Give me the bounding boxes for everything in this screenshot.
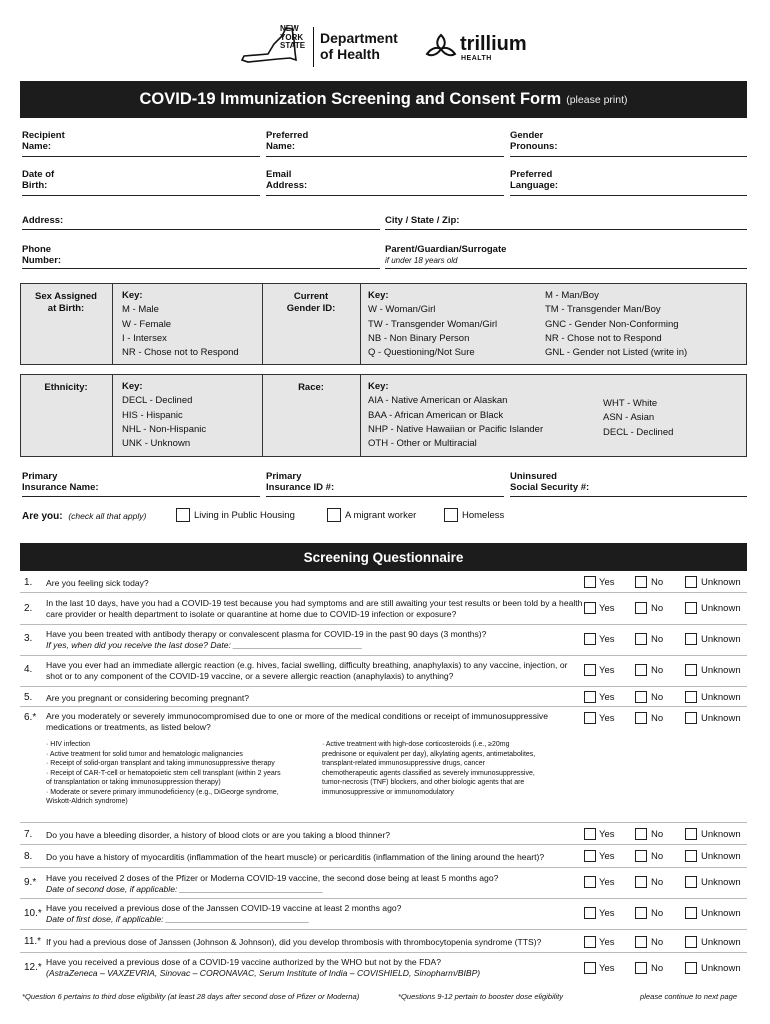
condition-item: · Moderate or severe primary immunodeficiency (e.g., DiGeorge syndrome,	[46, 788, 279, 796]
nys-logo-line: YORK	[280, 32, 304, 42]
unknown-label: Unknown	[701, 634, 741, 645]
trillium-logo	[424, 32, 534, 68]
address-field[interactable]	[22, 229, 380, 230]
yes-checkbox[interactable]	[584, 602, 596, 614]
uninsured-ssn-field[interactable]	[510, 496, 747, 497]
condition-item: Wiskott-Aldrich syndrome)	[46, 798, 128, 805]
condition-item: chemotherapeutic agents classified as severely immunosuppressive,	[322, 769, 535, 777]
question-text	[46, 578, 586, 589]
no-label: No	[651, 937, 664, 948]
question-text	[46, 598, 586, 620]
yes-label: Yes	[599, 937, 615, 948]
q6-conditions-right	[322, 740, 535, 797]
question-line: Are you feeling sick today?	[46, 578, 149, 588]
no-checkbox[interactable]	[635, 876, 647, 888]
continue-note: please continue to next page	[640, 992, 738, 1001]
no-label: No	[651, 908, 664, 919]
condition-item: · HIV infection	[46, 741, 90, 748]
unknown-label: Unknown	[701, 577, 741, 588]
yes-checkbox[interactable]	[584, 664, 596, 676]
question-line: If you had a previous dose of Janssen (Johnson & Johnson), did you develop thrombosis with thrombocytopenia syndrome (TTS)?	[46, 937, 542, 947]
no-label: No	[651, 829, 664, 840]
primary-insurance-name-field[interactable]	[22, 496, 260, 497]
question-line: In the last 10 days, have you had a COVID-19 test because you had symptoms and are still awaiting your test results or been told by a health care provider or health department to isolate or quarantine at home due to COVID-19 infection or exposure?	[46, 598, 583, 619]
key-item: Q - Questioning/Not Sure	[368, 347, 475, 359]
unknown-label: Unknown	[701, 665, 741, 676]
question-text	[46, 830, 586, 841]
sex-box-divider	[360, 284, 361, 364]
label-line: Gender ID:	[286, 303, 336, 314]
recipient-name-label	[22, 130, 65, 152]
ethnicity-key	[122, 380, 206, 451]
label-line: Recipient	[22, 130, 65, 141]
yes-label: Yes	[599, 851, 615, 862]
label-line: Sex Assigned	[35, 291, 97, 302]
question-number: 3.	[24, 633, 33, 644]
parent-guardian-note: if under 18 years old	[385, 256, 458, 265]
public-housing-checkbox[interactable]	[176, 508, 190, 522]
doh-line: of Health	[320, 46, 380, 62]
label-line: Language:	[510, 180, 559, 191]
label-line: Address:	[266, 180, 308, 191]
key-item: W - Woman/Girl	[368, 304, 436, 316]
no-label: No	[651, 665, 664, 676]
question-line: Are you pregnant or considering becoming pregnant?	[46, 693, 250, 703]
label-line: Primary	[22, 471, 58, 482]
unknown-checkbox[interactable]	[685, 962, 697, 974]
question-number: 9.*	[24, 877, 37, 888]
email-address-label	[266, 169, 307, 191]
question-line: Have you received a previous dose of a COVID-19 vaccine authorized by the WHO but not by the FDA?	[46, 957, 442, 967]
yes-label: Yes	[599, 665, 615, 676]
question-sub: If yes, when did you receive the last dose? Date: ___________________________	[46, 640, 363, 650]
address-label: Address:	[22, 215, 64, 226]
question-number: 8.	[24, 851, 33, 862]
row-divider	[20, 867, 747, 868]
logo-divider	[313, 27, 314, 67]
no-label: No	[651, 851, 664, 862]
key-item: GNC - Gender Non-Conforming	[545, 318, 679, 330]
label-line: Number:	[22, 255, 62, 266]
key-item: WHT - White	[603, 398, 658, 409]
label-line: Birth:	[22, 180, 48, 191]
row-divider	[20, 822, 747, 823]
no-checkbox[interactable]	[635, 691, 647, 703]
no-label: No	[651, 877, 664, 888]
condition-item: prednisone or equivalent per day), alkylating agents, antimetabolites,	[322, 750, 536, 758]
key-item: NR - Chose not to Respond	[545, 332, 662, 344]
migrant-worker-checkbox[interactable]	[327, 508, 341, 522]
yes-label: Yes	[599, 908, 615, 919]
unknown-label: Unknown	[701, 713, 741, 724]
no-label: No	[651, 603, 664, 614]
row-divider	[20, 686, 747, 687]
unknown-label: Unknown	[701, 963, 741, 974]
primary-insurance-id-label	[266, 471, 334, 493]
condition-item: · Active treatment for solid tumor and hematologic malignancies	[46, 750, 243, 758]
question-number: 7.	[24, 829, 33, 840]
row-divider	[20, 929, 747, 930]
preferred-language-field[interactable]	[510, 195, 747, 196]
city-state-zip-label: City / State / Zip:	[385, 215, 460, 226]
form-title-bar	[20, 81, 747, 118]
preferred-name-label	[266, 130, 308, 152]
nys-logo	[238, 24, 318, 68]
uninsured-ssn-label	[510, 471, 589, 493]
are-you-note: (check all that apply)	[68, 511, 147, 521]
sex-key	[122, 289, 239, 360]
condition-item: · Receipt of solid-organ transplant and taking immunosuppressive therapy	[46, 760, 275, 767]
label-line: at Birth:	[47, 303, 85, 314]
label-line: Current	[293, 291, 329, 302]
question-sub: Date of second dose, if applicable: ______________________________	[46, 884, 324, 894]
label-line: Preferred	[510, 169, 553, 180]
nys-logo-line: STATE	[280, 41, 306, 50]
question-number: 4.	[24, 664, 33, 675]
question-text	[46, 629, 586, 651]
key-title: Key:	[122, 290, 143, 301]
label-line: Name:	[22, 141, 52, 152]
yes-checkbox[interactable]	[584, 633, 596, 645]
unknown-checkbox[interactable]	[685, 602, 697, 614]
unknown-label: Unknown	[701, 908, 741, 919]
question-line: Have you received a previous dose of the Janssen COVID-19 vaccine at least 2 months ago?	[46, 903, 402, 913]
primary-insurance-name-label	[22, 471, 99, 493]
city-state-zip-field[interactable]	[385, 229, 747, 230]
primary-insurance-id-field[interactable]	[266, 496, 504, 497]
yes-checkbox[interactable]	[584, 876, 596, 888]
key-item: GNL - Gender not Listed (write in)	[545, 347, 688, 359]
yes-checkbox[interactable]	[584, 936, 596, 948]
yes-checkbox[interactable]	[584, 691, 596, 703]
key-item: I - Intersex	[122, 332, 167, 344]
no-checkbox[interactable]	[635, 850, 647, 862]
question-line: Have you been treated with antibody therapy or convalescent plasma for COVID-19 in the past 90 days (3 months)?	[46, 629, 487, 639]
unknown-checkbox[interactable]	[685, 876, 697, 888]
question-line: Do you have a history of myocarditis (inflammation of the heart muscle) or pericarditis (inflammation of the lining around the heart)?	[46, 852, 545, 862]
row-divider	[20, 898, 747, 899]
no-checkbox[interactable]	[635, 576, 647, 588]
condition-item: of transplantation or taking immunosuppression therapy)	[46, 779, 221, 786]
question-text	[46, 660, 586, 682]
label-line: Uninsured	[510, 471, 557, 482]
condition-item: · Active treatment with high-dose corticosteroids (i.e., ≥20mg	[322, 741, 510, 748]
unknown-label: Unknown	[701, 877, 741, 888]
nys-logo-line: NEW	[280, 24, 299, 33]
unknown-checkbox[interactable]	[685, 633, 697, 645]
gender-key-col1	[368, 289, 497, 360]
yes-label: Yes	[599, 634, 615, 645]
public-housing-label: Living in Public Housing	[194, 510, 295, 521]
unknown-checkbox[interactable]	[685, 712, 697, 724]
no-label: No	[651, 577, 664, 588]
key-item: NB - Non Binary Person	[368, 332, 470, 344]
sex-box-divider	[262, 284, 263, 364]
eth-box-divider	[360, 375, 361, 456]
key-item: TM - Transgender Man/Boy	[545, 304, 661, 316]
question-line: Have you received 2 doses of the Pfizer or Moderna COVID-19 vaccine, the second dose being at least 5 months ago?	[46, 873, 499, 883]
no-checkbox[interactable]	[635, 936, 647, 948]
row-divider	[20, 706, 747, 707]
label-line: Primary	[266, 471, 302, 482]
condition-item: immunosuppressive or immunomodulatory	[322, 788, 454, 796]
question-number: 11.*	[24, 936, 42, 947]
unknown-checkbox[interactable]	[685, 907, 697, 919]
trillium-subtitle: HEALTH	[461, 55, 492, 62]
no-label: No	[651, 963, 664, 974]
label-line: Insurance ID #:	[266, 482, 335, 493]
question-number: 5.	[24, 692, 33, 703]
key-item: DECL - Declined	[603, 426, 674, 438]
gender-key-col2	[545, 289, 687, 360]
footnote-q9-12: *Questions 9-12 pertain to booster dose eligibility	[398, 992, 564, 1001]
yes-label: Yes	[599, 692, 615, 703]
yes-checkbox[interactable]	[584, 576, 596, 588]
yes-label: Yes	[599, 713, 615, 724]
date-of-birth-field[interactable]	[22, 195, 260, 196]
screening-header: Screening Questionnaire	[20, 543, 747, 571]
key-title: Key:	[122, 381, 143, 392]
unknown-checkbox[interactable]	[685, 664, 697, 676]
key-item: NHP - Native Hawaiian or Pacific Islander	[368, 423, 544, 435]
recipient-name-field[interactable]	[22, 156, 260, 157]
unknown-checkbox[interactable]	[685, 850, 697, 862]
no-checkbox[interactable]	[635, 602, 647, 614]
key-item: M - Male	[122, 304, 159, 316]
form-title-note: (please print)	[566, 93, 628, 106]
no-label: No	[651, 713, 664, 724]
preferred-name-field[interactable]	[266, 156, 504, 157]
yes-checkbox[interactable]	[584, 712, 596, 724]
yes-label: Yes	[599, 603, 615, 614]
question-line: Do you have a bleeding disorder, a history of blood clots or are you taking a blood thinner?	[46, 830, 390, 840]
gender-pronouns-label	[510, 130, 558, 152]
no-checkbox[interactable]	[635, 633, 647, 645]
key-title: Key:	[368, 381, 389, 392]
condition-item: tumor-necrosis (TNF) blockers, and other biologic agents that are	[322, 779, 525, 786]
question-number: 12.*	[24, 962, 42, 973]
key-title: Key:	[368, 290, 389, 301]
label-line: Name:	[266, 141, 296, 152]
key-item: ASN - Asian	[603, 412, 655, 424]
ethnicity-label: Ethnicity:	[44, 382, 88, 393]
label-line: Gender	[510, 130, 544, 141]
condition-item: transplant-related immunosuppressive drugs, cancer	[322, 760, 486, 767]
question-sub: Date of first dose, if applicable: ______________________________	[46, 914, 310, 924]
form-title: COVID-19 Immunization Screening and Consent Form	[139, 90, 562, 108]
no-checkbox[interactable]	[635, 712, 647, 724]
race-label: Race:	[298, 382, 324, 393]
label-line: Preferred	[266, 130, 309, 141]
homeless-checkbox[interactable]	[444, 508, 458, 522]
label-line: Social Security #:	[510, 482, 590, 493]
row-divider	[20, 655, 747, 656]
question-text	[46, 957, 586, 979]
question-number: 10.*	[24, 908, 42, 919]
are-you-label: Are you:	[22, 511, 63, 522]
question-line: Are you moderately or severely immunocompromised due to one or more of the medical conditions or receipt of immunosuppressive medications or treatments, as listed below?	[46, 711, 549, 732]
yes-label: Yes	[599, 963, 615, 974]
date-of-birth-label	[22, 169, 54, 191]
key-item: HIS - Hispanic	[122, 409, 183, 421]
no-label: No	[651, 692, 664, 703]
yes-label: Yes	[599, 829, 615, 840]
phone-number-label	[22, 244, 61, 266]
key-item: TW - Transgender Woman/Girl	[368, 318, 498, 330]
key-item: BAA - African American or Black	[368, 409, 504, 421]
yes-checkbox[interactable]	[584, 907, 596, 919]
unknown-checkbox[interactable]	[685, 576, 697, 588]
condition-item: · Receipt of CAR-T-cell or hematopoietic stem cell transplant (within 2 years	[46, 769, 281, 777]
phone-number-field[interactable]	[22, 268, 380, 269]
sex-box-divider	[112, 284, 113, 364]
question-sub: (AstraZeneca – VAXZEVRIA, Sinovac – CORONAVAC, Serum Institute of India – COVISHIELD, Sinopharm/BIBP)	[46, 968, 481, 978]
gender-id-label	[264, 291, 358, 315]
yes-checkbox[interactable]	[584, 962, 596, 974]
question-text	[46, 852, 586, 863]
unknown-label: Unknown	[701, 937, 741, 948]
eth-box-divider	[262, 375, 263, 456]
question-text	[46, 693, 586, 704]
no-checkbox[interactable]	[635, 828, 647, 840]
question-number: 1.	[24, 577, 33, 588]
parent-guardian-field[interactable]	[385, 268, 747, 269]
key-item: M - Man/Boy	[545, 290, 599, 301]
doh-line: Department	[320, 30, 398, 46]
q6-conditions-left	[46, 740, 281, 807]
yes-label: Yes	[599, 577, 615, 588]
question-text	[46, 711, 586, 733]
row-divider	[20, 592, 747, 593]
unknown-checkbox[interactable]	[685, 936, 697, 948]
no-label: No	[651, 634, 664, 645]
no-checkbox[interactable]	[635, 962, 647, 974]
question-number: 6.*	[24, 712, 37, 723]
preferred-language-label	[510, 169, 558, 191]
unknown-label: Unknown	[701, 603, 741, 614]
label-line: Date of	[22, 169, 55, 180]
sex-assigned-label	[22, 291, 110, 315]
label-line: Insurance Name:	[22, 482, 99, 493]
email-address-field[interactable]	[266, 195, 504, 196]
unknown-label: Unknown	[701, 692, 741, 703]
unknown-label: Unknown	[701, 829, 741, 840]
key-item: NR - Chose not to Respond	[122, 347, 239, 359]
key-item: OTH - Other or Multiracial	[368, 438, 477, 450]
eth-box-divider	[112, 375, 113, 456]
trillium-wordmark: trillium	[460, 33, 527, 55]
are-you-row	[22, 511, 146, 522]
key-item: UNK - Unknown	[122, 438, 191, 450]
yes-label: Yes	[599, 877, 615, 888]
unknown-checkbox[interactable]	[685, 828, 697, 840]
trillium-flower-icon	[424, 32, 458, 62]
homeless-label: Homeless	[462, 510, 505, 521]
doh-name	[320, 30, 398, 62]
unknown-checkbox[interactable]	[685, 691, 697, 703]
row-divider	[20, 844, 747, 845]
key-item: NHL - Non-Hispanic	[122, 423, 207, 435]
label-line: Pronouns:	[510, 141, 558, 152]
no-checkbox[interactable]	[635, 907, 647, 919]
label-line: Email	[266, 169, 292, 180]
parent-guardian-label: Parent/Guardian/Surrogate	[385, 244, 507, 255]
migrant-worker-label: A migrant worker	[345, 510, 417, 521]
key-item: DECL - Declined	[122, 395, 193, 407]
question-number: 2.	[24, 603, 33, 614]
row-divider	[20, 624, 747, 625]
question-text	[46, 903, 586, 925]
label-line: Phone	[22, 244, 52, 255]
key-item: AIA - Native American or Alaskan	[368, 395, 508, 407]
race-key-col1	[368, 380, 543, 451]
race-key-col2	[603, 397, 673, 440]
question-text	[46, 873, 586, 895]
yes-checkbox[interactable]	[584, 850, 596, 862]
footnote-q6: *Question 6 pertains to third dose eligibility (at least 28 days after second dose of Pfizer or Moderna)	[22, 992, 360, 1001]
unknown-label: Unknown	[701, 851, 741, 862]
no-checkbox[interactable]	[635, 664, 647, 676]
yes-checkbox[interactable]	[584, 828, 596, 840]
gender-pronouns-field[interactable]	[510, 156, 747, 157]
question-line: Have you ever had an immediate allergic reaction (e.g. hives, facial swelling, difficulty breathing, anaphylaxis) to any vaccine, injection, or shot or to any component of the COVID-19 vaccine, or a severe allergic reaction (anaphylaxis) to anything?	[46, 660, 568, 681]
key-item: W - Female	[122, 318, 172, 330]
row-divider	[20, 952, 747, 953]
question-text	[46, 937, 586, 948]
